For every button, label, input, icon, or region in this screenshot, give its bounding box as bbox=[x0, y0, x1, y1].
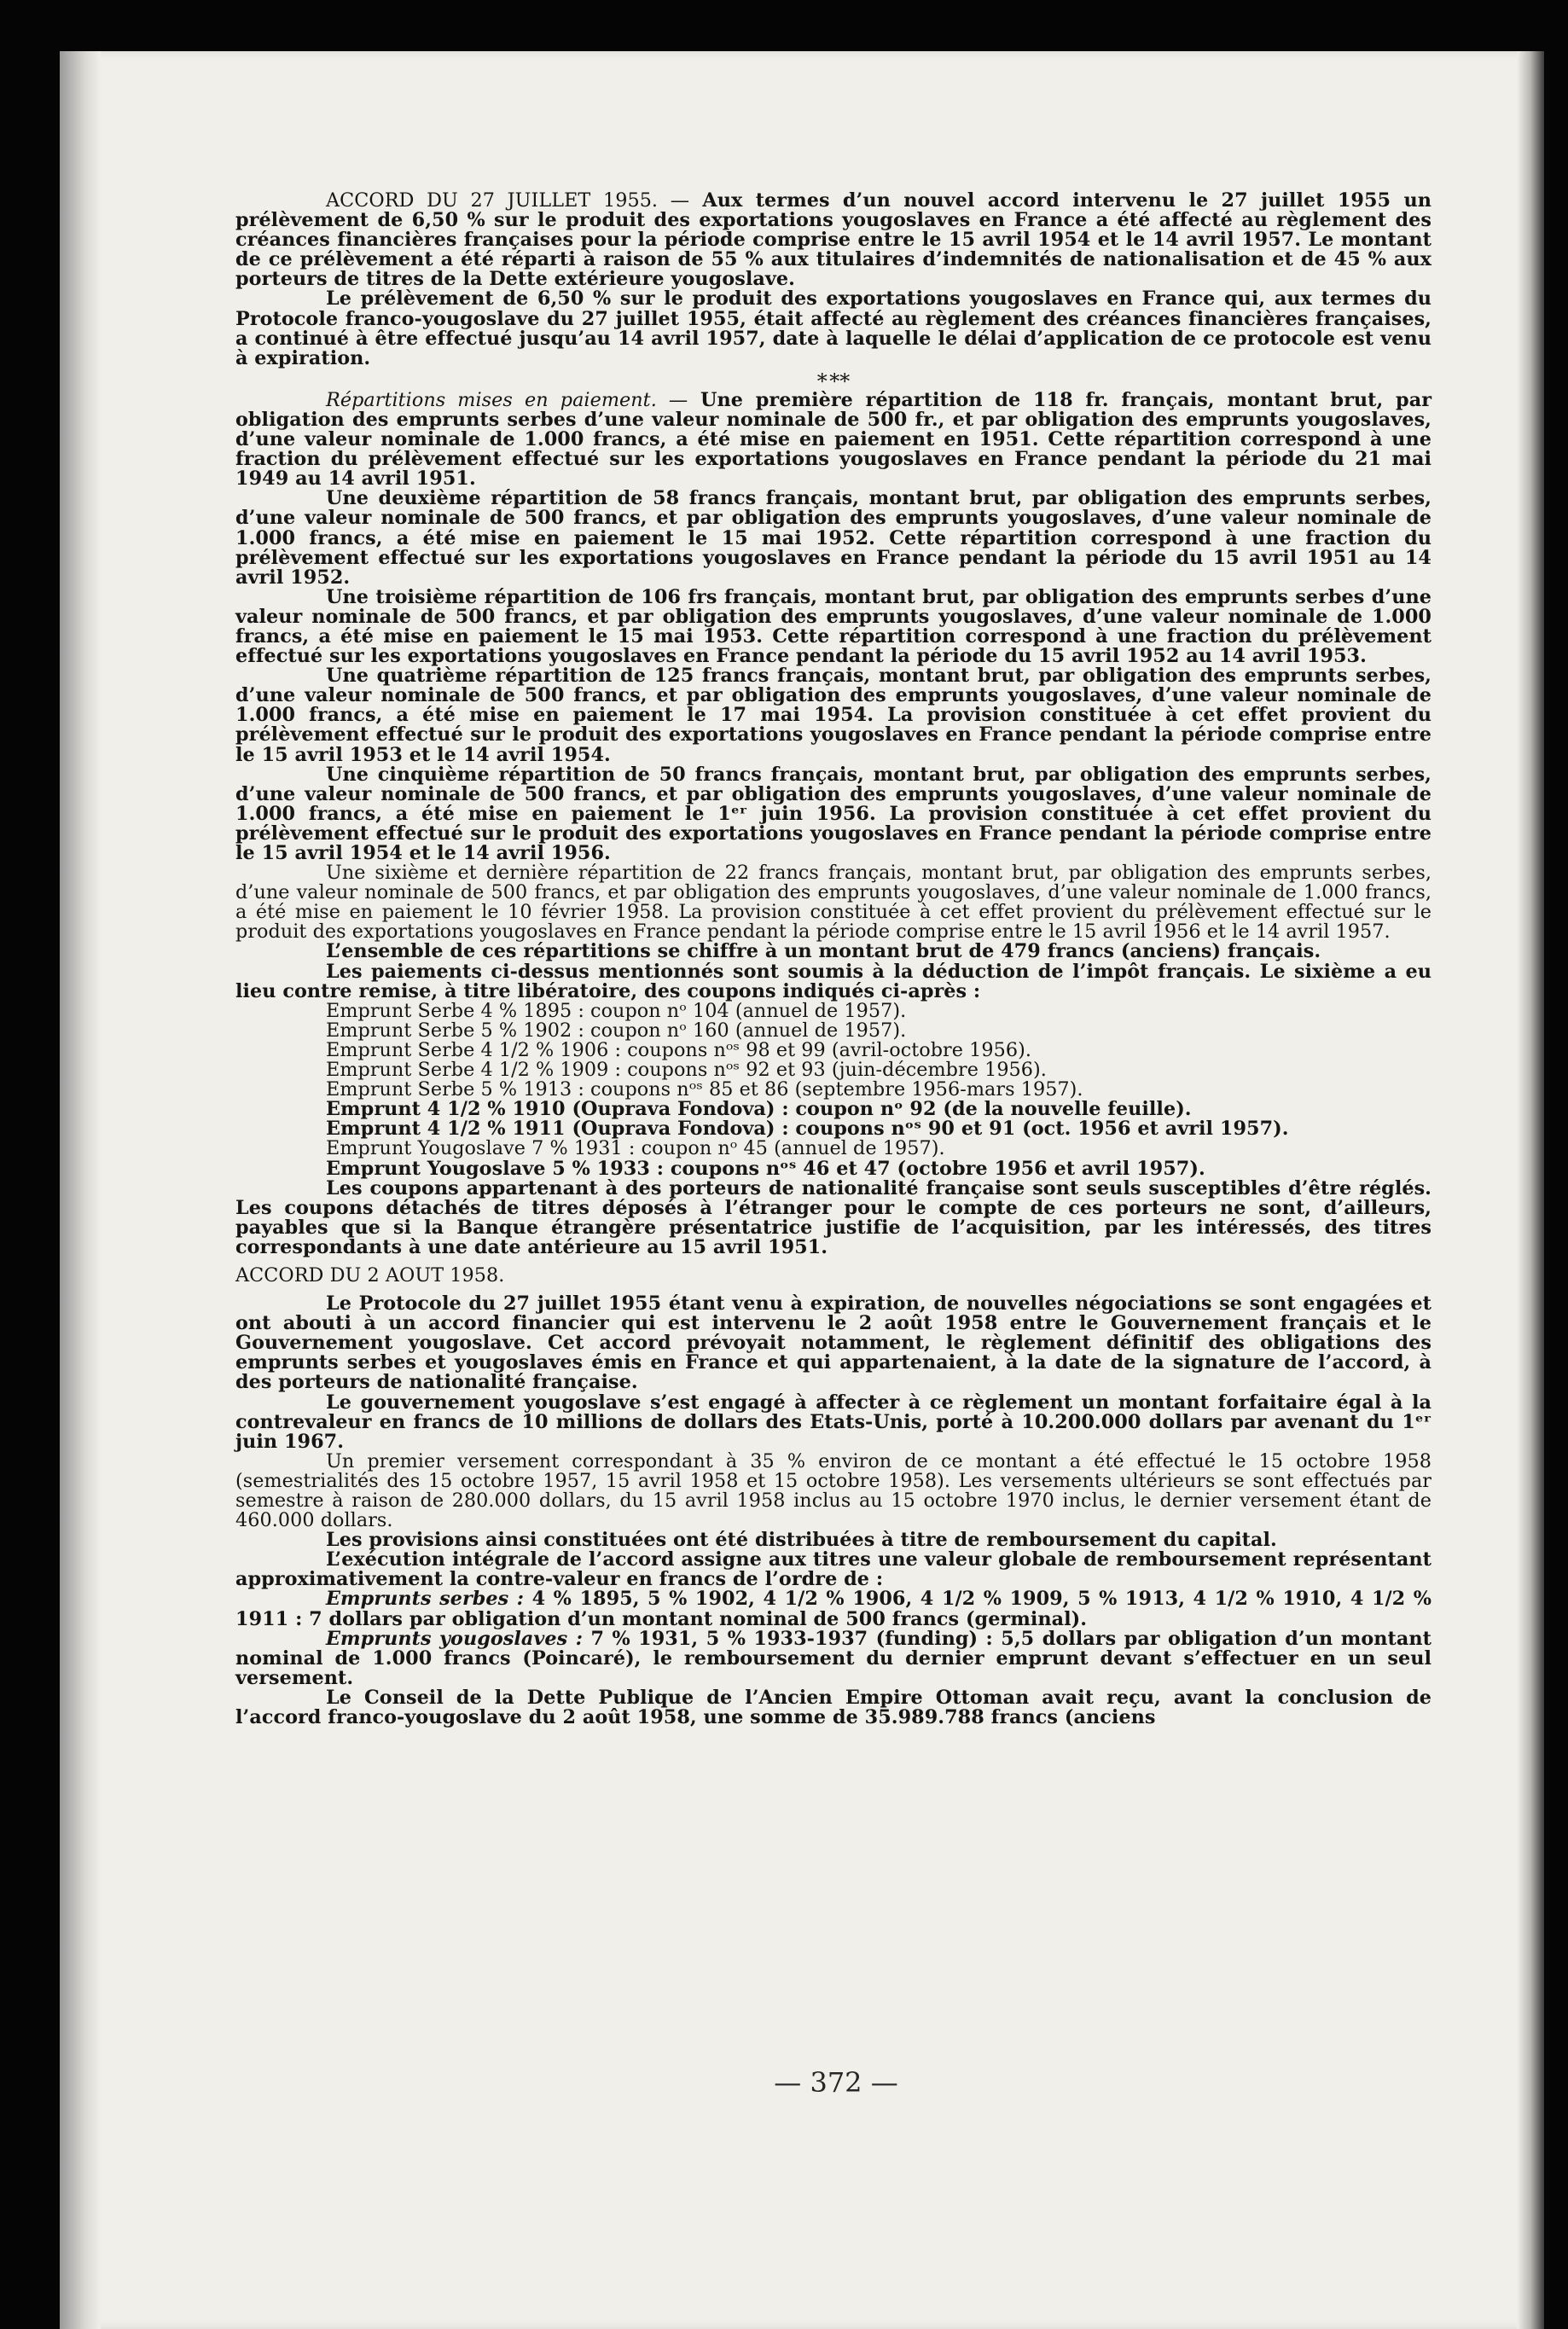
repartitions-text-1: Une première répartition de 118 fr. français, montant brut, par obligation des emprunts serbes d’une valeur nominale de 500 fr., et par obligation des emprunts yougoslaves, d’une valeur nominale de 1.000 francs, a été mise en paiement en 1951. Cette répartition correspond à une fraction du prélèvement effectué sur les exportations yougoslaves en France pendant la période du 21 mai 1949 au 14 avril 1951. bbox=[235, 388, 1432, 491]
serbes-lead: Emprunts serbes : bbox=[326, 1588, 525, 1611]
coupon-item: Emprunt Serbe 5 % 1902 : coupon nᵒ 160 (annuel de 1957). bbox=[326, 1019, 907, 1042]
accord-1955-text: Aux termes d’un nouvel accord intervenu le 27 juillet 1955 un prélèvement de 6,50 % sur le produit des exportations yougoslaves en France a été affecté au règlement des créances financières françaises pour la période comprise entre le 15 avril 1954 et le 14 avril 1957. Le montant de ce prélèvement a été réparti à raison de 55 % aux titulaires d’indemnités de nationalisation et de 45 % aux porteurs de titres de la Dette extérieure yougoslave. bbox=[235, 189, 1432, 291]
yougoslaves-lead: Emprunts yougoslaves : bbox=[326, 1627, 584, 1650]
accord-1958-yougoslaves bbox=[235, 1629, 1432, 1688]
accord-1958-paragraph-2: Le gouvernement yougoslave s’est engagé à affecter à ce règlement un montant forfaitaire égal à la contrevaleur en francs de 10 millions de dollars des Etats-Unis, porté à 10.200.000 dollars par avenant du 1ᵉʳ juin 1967. bbox=[235, 1391, 1432, 1453]
repartitions-coupons-intro: Les paiements ci-dessus mentionnés sont soumis à la déduction de l’impôt français. Le sixième a eu lieu contre remise, à titre libératoire, des coupons indiqués ci-après : bbox=[235, 960, 1432, 1002]
page-number: — 372 — bbox=[774, 2066, 898, 2099]
accord-1958-serbes bbox=[235, 1589, 1432, 1629]
accord-1955-paragraph bbox=[235, 191, 1432, 289]
coupon-item: Emprunt 4 1/2 % 1911 (Ouprava Fondova) : coupons nᵒˢ 90 et 91 (oct. 1956 et avril 1957). bbox=[326, 1118, 1289, 1141]
coupon-item: Emprunt Serbe 4 1/2 % 1909 : coupons nᵒˢ 92 et 93 (juin-décembre 1956). bbox=[326, 1059, 1047, 1082]
coupon-item: Emprunt Serbe 4 1/2 % 1906 : coupons nᵒˢ 98 et 99 (avril-octobre 1956). bbox=[326, 1038, 1031, 1061]
repartitions-paragraph-2: Une deuxième répartition de 58 francs français, montant brut, par obligation des emprunts serbes, d’une valeur nominale de 500 francs, et par obligation des emprunts yougoslaves, d’une valeur nominale de 1.000 francs, a été mise en paiement le 15 mai 1952. Cette répartition correspond à une fraction du prélèvement effectué sur les exportations yougoslaves en France pendant la période du 15 avril 1951 au 14 avril 1952. bbox=[235, 487, 1432, 589]
page-right-edge bbox=[1517, 51, 1544, 2329]
repartitions-heading: Répartitions mises en paiement. — bbox=[326, 388, 688, 411]
coupon-item: Emprunt Serbe 5 % 1913 : coupons nᵒˢ 85 et 86 (septembre 1956-mars 1957). bbox=[326, 1078, 1083, 1101]
accord-1955-lead: ACCORD DU 27 JUILLET 1955. — bbox=[326, 189, 690, 212]
serbes-text: 4 % 1895, 5 % 1902, 4 1/2 % 1906, 4 1/2 % 1909, 5 % 1913, 4 1/2 % 1910, 4 1/2 % 1911 : 7 dollars par obligation d’un montant nominal de 500 francs (germinal). bbox=[235, 1588, 1432, 1630]
repartitions-paragraph-5: Une cinquième répartition de 50 francs français, montant brut, par obligation des emprunts serbes, d’une valeur nominale de 500 francs, et par obligation des emprunts yougoslaves, d’une valeur nominale de 1.000 francs, a été mise en paiement le 1ᵉʳ juin 1956. La provision constituée à cet effet provient du prélèvement effectué sur le produit des exportations yougoslaves en France pendant la période comprise entre le 15 avril 1954 et le 14 avril 1956. bbox=[235, 763, 1432, 864]
coupon-item: Emprunt Yougoslave 5 % 1933 : coupons nᵒˢ 46 et 47 (octobre 1956 et avril 1957). bbox=[326, 1157, 1205, 1180]
accord-1955-paragraph-2: Le prélèvement de 6,50 % sur le produit des exportations yougoslaves en France qui, aux termes du Protocole franco-yougoslave du 27 juillet 1955, était affecté au règlement des créances financières françaises, a continué à être effectué jusqu’au 14 avril 1957, date à laquelle le délai d’application de ce protocole est venu à expiration. bbox=[235, 287, 1432, 369]
page-gutter-shadow bbox=[60, 51, 101, 2329]
accord-1958-paragraph-1: Le Protocole du 27 juillet 1955 étant venu à expiration, de nouvelles négociations se sont engagées et ont abouti à un accord financier qui est intervenu le 2 août 1958 entre le Gouvernement français et le Gouvernement yougoslave. Cet accord prévoyait notamment, le règlement définitif des obligations des emprunts serbes et yougoslaves émis en France et qui appartenaient, à la date de la signature de l’accord, à des porteurs de nationalité française. bbox=[235, 1292, 1432, 1394]
repartitions-paragraph-3: Une troisième répartition de 106 frs français, montant brut, par obligation des emprunts serbes d’une valeur nominale de 500 francs, et par obligation des emprunts yougoslaves, d’une valeur nominale de 1.000 francs, a été mise en paiement le 15 mai 1953. Cette répartition correspond à une fraction du prélèvement effectué sur les exportations yougoslaves en France pendant la période du 15 avril 1952 au 14 avril 1953. bbox=[235, 585, 1432, 668]
repartitions-paragraph-1 bbox=[235, 388, 1432, 491]
accord-1958-paragraph-3: Un premier versement correspondant à 35 % environ de ce montant a été effectué le 15 octobre 1958 (semestrialités des 15 octobre 1957, 15 avril 1958 et 15 octobre 1958). Les versements ultérieurs se sont effectués par semestre à raison de 280.000 dollars, du 15 avril 1958 inclus au 15 octobre 1970 inclus, le dernier versement étant de 460.000 dollars. bbox=[235, 1449, 1432, 1532]
repartitions-paragraph-4: Une quatrième répartition de 125 francs français, montant brut, par obligation des emprunts serbes, d’une valeur nominale de 500 francs, et par obligation des emprunts yougoslaves, d’une valeur nominale de 1.000 francs, a été mise en paiement le 17 mai 1954. La provision constituée à cet effet provient du prélèvement effectué sur le produit des exportations yougoslaves en France pendant la période comprise entre le 15 avril 1953 et le 14 avril 1954. bbox=[235, 665, 1432, 766]
accord-1958-paragraph-5: L’exécution intégrale de l’accord assigne aux titres une valeur globale de remboursement représentant approximativement la contre-valeur en francs de l’ordre de : bbox=[235, 1548, 1432, 1591]
repartitions-total: L’ensemble de ces répartitions se chiffre à un montant brut de 479 francs (anciens) français. bbox=[326, 940, 1321, 963]
accord-1958-paragraph-4: Les provisions ainsi constituées ont été distribuées à titre de remboursement du capital. bbox=[326, 1529, 1277, 1552]
accord-1958-paragraph-8: Le Conseil de la Dette Publique de l’Ancien Empire Ottoman avait reçu, avant la conclusion de l’accord franco-yougoslave du 2 août 1958, une somme de 35.989.788 francs (anciens bbox=[235, 1686, 1432, 1729]
accord-1958-heading: ACCORD DU 2 AOUT 1958. bbox=[235, 1263, 505, 1286]
repartitions-paragraph-9: Les coupons appartenant à des porteurs de nationalité française sont seuls susceptibles d’être réglés. Les coupons détachés de titres déposés à l’étranger pour le compte de ces porteurs ne sont, d’ailleurs, payables que si la Banque étrangère présentatrice justifie de l’acquisition, par les intéressés, des titres correspondants à une date antérieure au 15 avril 1951. bbox=[235, 1176, 1432, 1258]
yougoslaves-text: 7 % 1931, 5 % 1933-1937 (funding) : 5,5 dollars par obligation d’un montant nominal de 1.000 francs (Poincaré), le remboursement du dernier emprunt devant s’effectuer en un seul versement. bbox=[235, 1627, 1432, 1689]
coupon-item: Emprunt Yougoslave 7 % 1931 : coupon nᵒ 45 (annuel de 1957). bbox=[326, 1137, 945, 1160]
coupon-item: Emprunt Serbe 4 % 1895 : coupon nᵒ 104 (annuel de 1957). bbox=[326, 999, 907, 1022]
coupon-list bbox=[235, 999, 1432, 1180]
section-separator: * ** bbox=[816, 369, 851, 393]
page-text bbox=[235, 191, 1432, 1728]
repartitions-paragraph-6: Une sixième et dernière répartition de 22 francs français, montant brut, par obligation des emprunts serbes, d’une valeur nominale de 500 francs, et par obligation des emprunts yougoslaves, d’une valeur nominale de 1.000 francs, a été mise en paiement le 10 février 1958. La provision constituée à cet effet provient du prélèvement effectué sur le produit des exportations yougoslaves en France pendant la période comprise entre le 15 avril 1956 et le 14 avril 1957. bbox=[235, 862, 1432, 944]
coupon-item: Emprunt 4 1/2 % 1910 (Ouprava Fondova) : coupon nᵒ 92 (de la nouvelle feuille). bbox=[326, 1098, 1192, 1121]
